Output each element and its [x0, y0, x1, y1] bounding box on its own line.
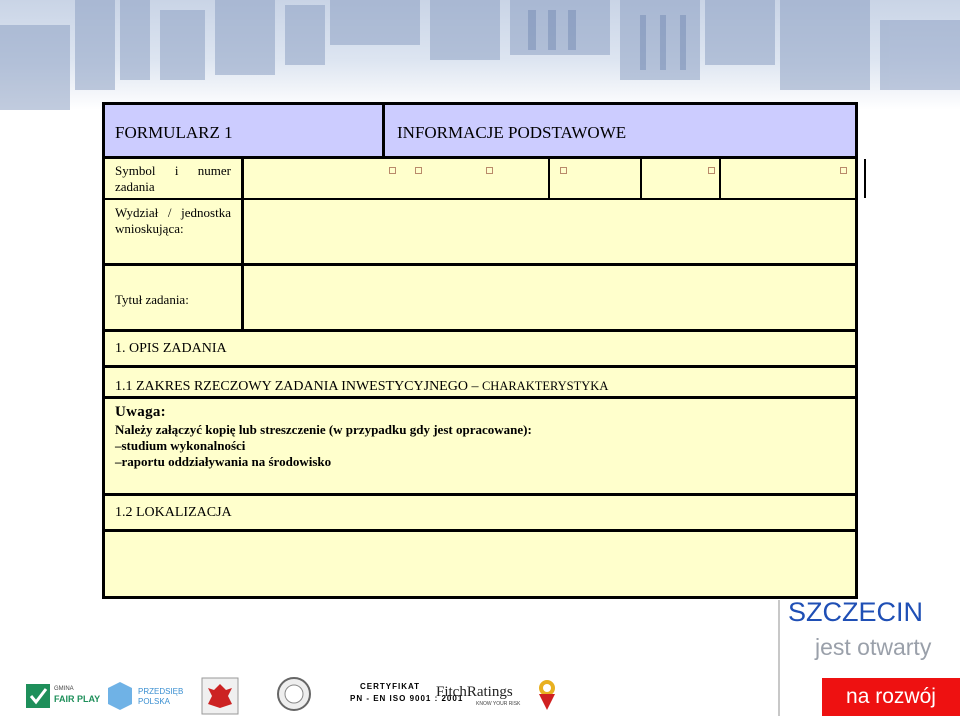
symbol-digit-box[interactable]: [560, 167, 567, 174]
section-location: 1.2 LOKALIZACJA: [105, 496, 855, 529]
task-title-field[interactable]: [244, 266, 855, 329]
note-heading: Uwaga:: [115, 404, 166, 420]
cert-seal-icon: [276, 676, 312, 717]
department-field[interactable]: [244, 200, 855, 263]
symbol-field[interactable]: [244, 159, 855, 198]
location-field[interactable]: [105, 532, 855, 596]
symbol-digit-box[interactable]: [708, 167, 715, 174]
form-title: FORMULARZ 1: [105, 105, 382, 156]
symbol-digit-box[interactable]: [840, 167, 847, 174]
section-title: INFORMACJE PODSTAWOWE: [385, 105, 855, 156]
svg-text:PRZEDSIĘB: PRZEDSIĘB: [138, 687, 184, 696]
note-item: –raportu oddziaływania na środowisko: [115, 454, 332, 469]
iso-certificate: CERTYFIKAT PN - EN ISO 9001 : 2001: [350, 682, 464, 703]
eagle-emblem-icon: [200, 676, 240, 721]
note-box: [105, 399, 855, 493]
slogan-development: na rozwój: [822, 678, 960, 716]
slogan-open: jest otwarty: [815, 634, 932, 660]
symbol-digit-box[interactable]: [389, 167, 396, 174]
checkmark-icon: [26, 684, 50, 708]
note-text: Należy załączyć kopię lub streszczenie (w przypadku gdy jest opracowane):: [115, 422, 532, 437]
section-scope: 1.1 ZAKRES RZECZOWY ZADANIA INWESTYCYJNEGO – CHARAKTERYSTYKA: [105, 368, 855, 396]
fair-play-logo: GMINA FAIR PLAY: [26, 684, 50, 713]
award-icon: [532, 676, 562, 717]
symbol-digit-box[interactable]: [415, 167, 422, 174]
department-label: Wydział / jednostka wnioskująca:: [105, 200, 241, 263]
symbol-digit-box[interactable]: [486, 167, 493, 174]
task-title-label: Tytuł zadania:: [105, 266, 241, 329]
fitch-ratings-logo: FitchRatings KNOW YOUR RISK: [436, 684, 521, 707]
note-item: –studium wykonalności: [115, 438, 246, 453]
city-banner: [0, 0, 960, 110]
symbol-label: Symbol i numer zadania: [105, 159, 241, 198]
svg-text:POLSKA: POLSKA: [138, 697, 171, 706]
form-table: [102, 102, 858, 599]
poland-logo: [108, 680, 184, 717]
section-description: 1. OPIS ZADANIA: [105, 332, 855, 365]
slogan-divider: [778, 600, 780, 716]
slogan-city: SZCZECIN: [788, 597, 923, 627]
